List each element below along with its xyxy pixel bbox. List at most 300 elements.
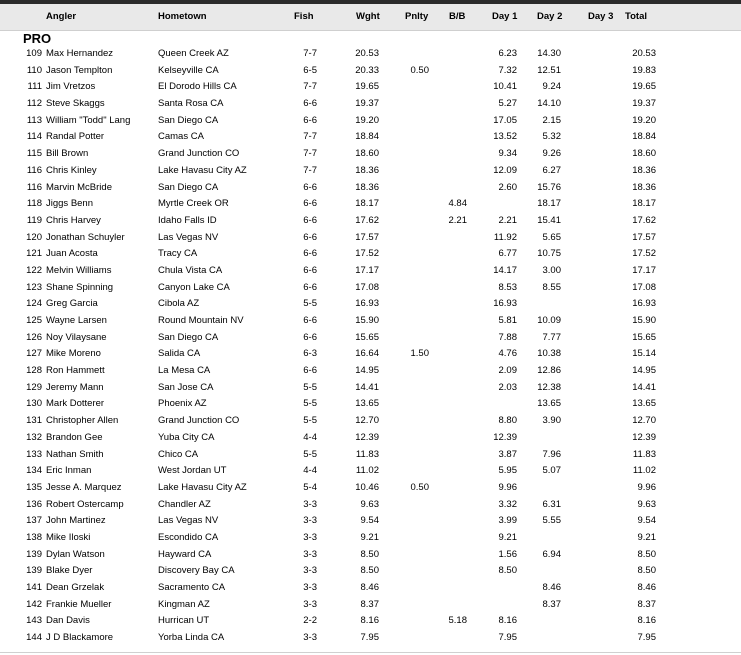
rank-cell: 118 xyxy=(26,198,42,210)
rank-cell: 116 xyxy=(26,164,42,176)
total-cell: 9.63 xyxy=(637,498,656,510)
table-row xyxy=(0,463,741,480)
angler-name: Wayne Larsen xyxy=(46,315,107,326)
total-cell: 12.39 xyxy=(632,431,656,443)
total-cell: 19.20 xyxy=(632,114,656,126)
header-fish: Fish xyxy=(294,11,314,22)
angler-name: Eric Inman xyxy=(46,465,92,477)
total-cell: 19.83 xyxy=(632,64,656,76)
fish-cell: 5-5 xyxy=(303,381,317,393)
header-day3: Day 3 xyxy=(588,11,614,22)
weight-cell: 20.53 xyxy=(355,48,379,59)
table-row xyxy=(0,630,741,647)
day1-cell: 8.16 xyxy=(498,615,517,627)
weight-cell: 18.84 xyxy=(355,131,379,143)
weight-cell: 9.21 xyxy=(360,531,379,543)
total-cell: 18.17 xyxy=(632,198,656,210)
day2-cell: 8.55 xyxy=(542,281,561,293)
day1-cell: 6.23 xyxy=(498,48,517,59)
fish-cell: 2-2 xyxy=(303,615,317,627)
angler-name: Mike Moreno xyxy=(46,348,101,360)
table-row xyxy=(0,79,741,96)
day2-cell: 12.51 xyxy=(537,64,561,76)
weight-cell: 9.54 xyxy=(360,515,379,527)
day1-cell: 8.53 xyxy=(498,281,517,293)
weight-cell: 15.90 xyxy=(355,315,379,326)
rank-cell: 138 xyxy=(26,531,42,543)
fish-cell: 6-6 xyxy=(303,198,317,210)
fish-cell: 3-3 xyxy=(303,598,317,610)
hometown-cell: San Diego CA xyxy=(158,114,219,126)
hometown-cell: Yorba Linda CA xyxy=(158,632,225,644)
table-header xyxy=(0,4,741,31)
fish-cell: 3-3 xyxy=(303,515,317,527)
table-row xyxy=(0,146,741,163)
hometown-cell: Las Vegas NV xyxy=(158,231,219,243)
rank-cell: 134 xyxy=(26,465,42,477)
weight-cell: 8.37 xyxy=(360,598,379,610)
day2-cell: 12.38 xyxy=(537,381,561,393)
table-row xyxy=(0,530,741,547)
hometown-cell: Kingman AZ xyxy=(158,598,210,610)
fish-cell: 7-7 xyxy=(303,131,317,143)
fish-cell: 6-6 xyxy=(303,331,317,343)
angler-name: Jason Templton xyxy=(46,64,113,76)
total-cell: 18.36 xyxy=(632,181,656,193)
total-cell: 19.37 xyxy=(632,98,656,110)
table-row xyxy=(0,447,741,464)
day2-cell: 3.00 xyxy=(542,264,561,276)
total-cell: 15.65 xyxy=(632,331,656,343)
weight-cell: 16.93 xyxy=(355,298,379,310)
fish-cell: 3-3 xyxy=(303,565,317,577)
hometown-cell: Chandler AZ xyxy=(158,498,211,510)
fish-cell: 5-5 xyxy=(303,298,317,310)
day1-cell: 12.39 xyxy=(493,431,517,443)
weight-cell: 18.17 xyxy=(355,198,379,210)
fish-cell: 6-5 xyxy=(303,64,317,76)
weight-cell: 17.17 xyxy=(355,264,379,276)
day1-cell: 2.21 xyxy=(498,214,517,226)
rank-cell: 115 xyxy=(26,148,42,160)
rank-cell: 143 xyxy=(26,615,42,627)
weight-cell: 19.37 xyxy=(355,98,379,110)
hometown-cell: Chico CA xyxy=(158,448,199,460)
table-row xyxy=(0,346,741,363)
weight-cell: 15.65 xyxy=(355,331,379,343)
rank-cell: 109 xyxy=(26,48,42,59)
weight-cell: 14.95 xyxy=(355,365,379,377)
day2-cell: 7.77 xyxy=(542,331,561,343)
angler-name: Blake Dyer xyxy=(46,565,93,577)
rank-cell: 133 xyxy=(26,448,42,460)
angler-name: Randal Potter xyxy=(46,131,105,143)
hometown-cell: Grand Junction CO xyxy=(158,148,240,160)
angler-name: Frankie Mueller xyxy=(46,598,112,610)
fish-cell: 6-3 xyxy=(303,348,317,360)
day1-cell: 9.34 xyxy=(498,148,517,160)
table-row xyxy=(0,180,741,197)
day1-cell: 6.77 xyxy=(498,248,517,260)
hometown-cell: San Diego CA xyxy=(158,331,219,343)
total-cell: 18.36 xyxy=(632,164,656,176)
table-row xyxy=(0,396,741,413)
weight-cell: 8.50 xyxy=(360,565,379,577)
day1-cell: 8.50 xyxy=(498,565,517,577)
day1-cell: 2.03 xyxy=(498,381,517,393)
hometown-cell: Lake Havasu City AZ xyxy=(158,164,247,176)
angler-name: Melvin Williams xyxy=(46,264,112,276)
total-cell: 11.02 xyxy=(632,465,656,477)
angler-name: Jesse A. Marquez xyxy=(46,481,122,493)
rank-cell: 129 xyxy=(26,381,42,393)
fish-cell: 7-7 xyxy=(303,48,317,59)
day1-cell: 7.95 xyxy=(498,632,517,644)
rank-cell: 132 xyxy=(26,431,42,443)
total-cell: 17.62 xyxy=(632,214,656,226)
rank-cell: 142 xyxy=(26,598,42,610)
weight-cell: 8.50 xyxy=(360,548,379,560)
day1-cell: 11.92 xyxy=(493,231,517,243)
fish-cell: 3-3 xyxy=(303,498,317,510)
table-row xyxy=(0,280,741,297)
rank-cell: 125 xyxy=(26,315,42,326)
table-row xyxy=(0,380,741,397)
day2-cell: 5.65 xyxy=(542,231,561,243)
total-cell: 8.16 xyxy=(637,615,656,627)
rank-cell: 113 xyxy=(26,114,42,126)
angler-name: Nathan Smith xyxy=(46,448,104,460)
total-cell: 15.14 xyxy=(632,348,656,360)
angler-name: Robert Ostercamp xyxy=(46,498,124,510)
header-hometown: Hometown xyxy=(158,11,207,22)
hometown-cell: La Mesa CA xyxy=(158,365,211,377)
day1-cell: 3.32 xyxy=(498,498,517,510)
hometown-cell: Myrtle Creek OR xyxy=(158,198,229,210)
day1-cell: 1.56 xyxy=(498,548,517,560)
total-cell: 12.70 xyxy=(632,415,656,427)
day2-cell: 6.27 xyxy=(542,164,561,176)
total-cell: 17.17 xyxy=(632,264,656,276)
day1-cell: 9.21 xyxy=(498,531,517,543)
hometown-cell: Hayward CA xyxy=(158,548,212,560)
angler-name: Jonathan Schuyler xyxy=(46,231,125,243)
bottom-divider xyxy=(0,652,741,653)
day2-cell: 13.65 xyxy=(537,398,561,410)
day2-cell: 15.41 xyxy=(537,214,561,226)
total-cell: 9.96 xyxy=(637,481,656,493)
penalty-cell: 0.50 xyxy=(410,481,429,493)
fish-cell: 6-6 xyxy=(303,114,317,126)
angler-name: Jeremy Mann xyxy=(46,381,104,393)
angler-name: Steve Skaggs xyxy=(46,98,105,110)
angler-name: Jiggs Benn xyxy=(46,198,94,210)
total-cell: 16.93 xyxy=(632,298,656,310)
table-row xyxy=(0,597,741,614)
weight-cell: 11.02 xyxy=(355,465,379,477)
angler-name: Noy Vilaysane xyxy=(46,331,107,343)
day2-cell: 8.46 xyxy=(542,582,561,593)
day1-cell: 16.93 xyxy=(493,298,517,310)
total-cell: 17.57 xyxy=(632,231,656,243)
angler-name: Greg Garcia xyxy=(46,298,98,310)
day1-cell: 13.52 xyxy=(493,131,517,143)
hometown-cell: Queen Creek AZ xyxy=(158,48,229,59)
angler-name: Chris Harvey xyxy=(46,214,101,226)
table-row xyxy=(0,163,741,180)
hometown-cell: El Dorodo Hills CA xyxy=(158,81,237,93)
angler-name: William "Todd" Lang xyxy=(46,114,131,126)
fish-cell: 7-7 xyxy=(303,164,317,176)
rank-cell: 122 xyxy=(26,264,42,276)
table-row xyxy=(0,196,741,213)
rank-cell: 139 xyxy=(26,548,42,560)
weight-cell: 10.46 xyxy=(355,481,379,493)
angler-name: Shane Spinning xyxy=(46,281,114,293)
results-table-body xyxy=(0,46,741,647)
weight-cell: 8.16 xyxy=(360,615,379,627)
day1-cell: 14.17 xyxy=(493,264,517,276)
day1-cell: 17.05 xyxy=(493,114,517,126)
table-row xyxy=(0,213,741,230)
fish-cell: 6-6 xyxy=(303,231,317,243)
hometown-cell: Kelseyville CA xyxy=(158,64,219,76)
table-row xyxy=(0,497,741,514)
rank-cell: 119 xyxy=(26,214,42,226)
weight-cell: 17.52 xyxy=(355,248,379,260)
rank-cell: 110 xyxy=(26,64,42,76)
fish-cell: 5-5 xyxy=(303,448,317,460)
fish-cell: 6-6 xyxy=(303,264,317,276)
fish-cell: 3-3 xyxy=(303,531,317,543)
day1-cell: 3.99 xyxy=(498,515,517,527)
fish-cell: 6-6 xyxy=(303,214,317,226)
total-cell: 7.95 xyxy=(637,632,656,644)
table-row xyxy=(0,413,741,430)
hometown-cell: Hurrican UT xyxy=(158,615,210,627)
angler-name: John Martinez xyxy=(46,515,106,527)
angler-name: Marvin McBride xyxy=(46,181,112,193)
big-bass-cell: 5.18 xyxy=(448,615,467,627)
hometown-cell: Escondido CA xyxy=(158,531,219,543)
day1-cell: 2.60 xyxy=(498,181,517,193)
fish-cell: 7-7 xyxy=(303,81,317,93)
total-cell: 20.53 xyxy=(632,48,656,59)
big-bass-cell: 4.84 xyxy=(448,198,467,210)
hometown-cell: Lake Havasu City AZ xyxy=(158,481,247,493)
header-wght: Wght xyxy=(356,11,380,22)
table-row xyxy=(0,113,741,130)
day2-cell: 3.90 xyxy=(542,415,561,427)
angler-name: Christopher Allen xyxy=(46,415,119,427)
total-cell: 9.21 xyxy=(637,531,656,543)
table-row xyxy=(0,480,741,497)
day2-cell: 18.17 xyxy=(537,198,561,210)
hometown-cell: Sacramento CA xyxy=(158,582,226,593)
hometown-cell: Grand Junction CO xyxy=(158,415,240,427)
day1-cell: 7.88 xyxy=(498,331,517,343)
header-bb: B/B xyxy=(449,11,466,22)
day1-cell: 8.80 xyxy=(498,415,517,427)
weight-cell: 8.46 xyxy=(360,582,379,593)
rank-cell: 135 xyxy=(26,481,42,493)
table-row xyxy=(0,230,741,247)
table-row xyxy=(0,313,741,330)
big-bass-cell: 2.21 xyxy=(448,214,467,226)
rank-cell: 111 xyxy=(27,81,42,93)
rank-cell: 112 xyxy=(26,98,42,110)
hometown-cell: San Diego CA xyxy=(158,181,219,193)
rank-cell: 137 xyxy=(26,515,42,527)
day2-cell: 5.32 xyxy=(542,131,561,143)
hometown-cell: Salida CA xyxy=(158,348,201,360)
angler-name: Mark Dotterer xyxy=(46,398,105,410)
total-cell: 8.46 xyxy=(637,582,656,593)
total-cell: 11.83 xyxy=(632,448,656,460)
fish-cell: 5-5 xyxy=(303,415,317,427)
angler-name: Brandon Gee xyxy=(46,431,103,443)
total-cell: 18.60 xyxy=(632,148,656,160)
table-row xyxy=(0,580,741,597)
total-cell: 14.41 xyxy=(632,381,656,393)
day2-cell: 6.31 xyxy=(542,498,561,510)
angler-name: Dan Davis xyxy=(46,615,90,627)
hometown-cell: Santa Rosa CA xyxy=(158,98,224,110)
weight-cell: 19.20 xyxy=(355,114,379,126)
angler-name: Mike Iloski xyxy=(46,531,91,543)
angler-name: Max Hernandez xyxy=(46,48,114,59)
penalty-cell: 1.50 xyxy=(410,348,429,360)
weight-cell: 14.41 xyxy=(355,381,379,393)
day1-cell: 3.87 xyxy=(498,448,517,460)
header-total: Total xyxy=(625,11,647,22)
table-row xyxy=(0,513,741,530)
rank-cell: 116 xyxy=(26,181,42,193)
weight-cell: 18.36 xyxy=(355,181,379,193)
fish-cell: 7-7 xyxy=(303,148,317,160)
hometown-cell: Camas CA xyxy=(158,131,204,143)
day2-cell: 10.38 xyxy=(537,348,561,360)
fish-cell: 5-5 xyxy=(303,398,317,410)
weight-cell: 17.62 xyxy=(355,214,379,226)
fish-cell: 6-6 xyxy=(303,98,317,110)
day1-cell: 7.32 xyxy=(498,64,517,76)
total-cell: 18.84 xyxy=(632,131,656,143)
weight-cell: 11.83 xyxy=(355,448,379,460)
rank-cell: 120 xyxy=(26,231,42,243)
total-cell: 17.52 xyxy=(632,248,656,260)
hometown-cell: Yuba City CA xyxy=(158,431,215,443)
rank-cell: 130 xyxy=(26,398,42,410)
day2-cell: 15.76 xyxy=(537,181,561,193)
table-row xyxy=(0,96,741,113)
table-row xyxy=(0,547,741,564)
angler-name: Dean Grzelak xyxy=(46,582,105,593)
header-pnlty: Pnlty xyxy=(405,11,429,22)
weight-cell: 20.33 xyxy=(355,64,379,76)
day2-cell: 10.75 xyxy=(537,248,561,260)
hometown-cell: Tracy CA xyxy=(158,248,198,260)
day1-cell: 9.96 xyxy=(498,481,517,493)
fish-cell: 6-6 xyxy=(303,281,317,293)
header-day2: Day 2 xyxy=(537,11,563,22)
angler-name: Jim Vretzos xyxy=(46,81,96,93)
rank-cell: 144 xyxy=(26,632,42,644)
weight-cell: 12.39 xyxy=(355,431,379,443)
hometown-cell: Discovery Bay CA xyxy=(158,565,235,577)
day2-cell: 6.94 xyxy=(542,548,561,560)
rank-cell: 126 xyxy=(26,331,42,343)
weight-cell: 7.95 xyxy=(360,632,379,644)
total-cell: 14.95 xyxy=(632,365,656,377)
total-cell: 17.08 xyxy=(632,281,656,293)
rank-cell: 136 xyxy=(26,498,42,510)
angler-name: Ron Hammett xyxy=(46,365,105,377)
hometown-cell: Las Vegas NV xyxy=(158,515,219,527)
hometown-cell: San Jose CA xyxy=(158,381,214,393)
day2-cell: 10.09 xyxy=(537,315,561,326)
weight-cell: 17.57 xyxy=(355,231,379,243)
angler-name: Chris Kinley xyxy=(46,164,97,176)
hometown-cell: Phoenix AZ xyxy=(158,398,207,410)
weight-cell: 19.65 xyxy=(355,81,379,93)
table-row xyxy=(0,46,741,63)
table-row xyxy=(0,363,741,380)
hometown-cell: West Jordan UT xyxy=(158,465,227,477)
fish-cell: 6-6 xyxy=(303,315,317,326)
weight-cell: 18.60 xyxy=(355,148,379,160)
table-row xyxy=(0,129,741,146)
rank-cell: 127 xyxy=(26,348,42,360)
table-row xyxy=(0,563,741,580)
rank-cell: 114 xyxy=(26,131,42,143)
section-title: PRO xyxy=(23,31,52,46)
table-row xyxy=(0,430,741,447)
weight-cell: 13.65 xyxy=(355,398,379,410)
rank-cell: 124 xyxy=(26,298,42,310)
header-angler: Angler xyxy=(46,11,77,22)
fish-cell: 3-3 xyxy=(303,632,317,644)
day2-cell: 5.07 xyxy=(542,465,561,477)
day1-cell: 5.81 xyxy=(498,315,517,326)
table-row xyxy=(0,613,741,630)
total-cell: 9.54 xyxy=(637,515,656,527)
total-cell: 19.65 xyxy=(632,81,656,93)
table-row xyxy=(0,330,741,347)
day2-cell: 7.96 xyxy=(542,448,561,460)
day2-cell: 5.55 xyxy=(542,515,561,527)
day1-cell: 2.09 xyxy=(498,365,517,377)
angler-name: Bill Brown xyxy=(46,148,89,160)
table-row xyxy=(0,296,741,313)
day2-cell: 8.37 xyxy=(542,598,561,610)
fish-cell: 4-4 xyxy=(303,431,317,443)
fish-cell: 3-3 xyxy=(303,548,317,560)
hometown-cell: Round Mountain NV xyxy=(158,315,244,326)
day1-cell: 10.41 xyxy=(493,81,517,93)
day1-cell: 5.95 xyxy=(498,465,517,477)
header-day1: Day 1 xyxy=(492,11,518,22)
fish-cell: 4-4 xyxy=(303,465,317,477)
weight-cell: 17.08 xyxy=(355,281,379,293)
rank-cell: 139 xyxy=(26,565,42,577)
table-row xyxy=(0,63,741,80)
day2-cell: 9.24 xyxy=(542,81,561,93)
rank-cell: 121 xyxy=(26,248,42,260)
rank-cell: 128 xyxy=(26,365,42,377)
day2-cell: 14.30 xyxy=(537,48,561,59)
day1-cell: 5.27 xyxy=(498,98,517,110)
